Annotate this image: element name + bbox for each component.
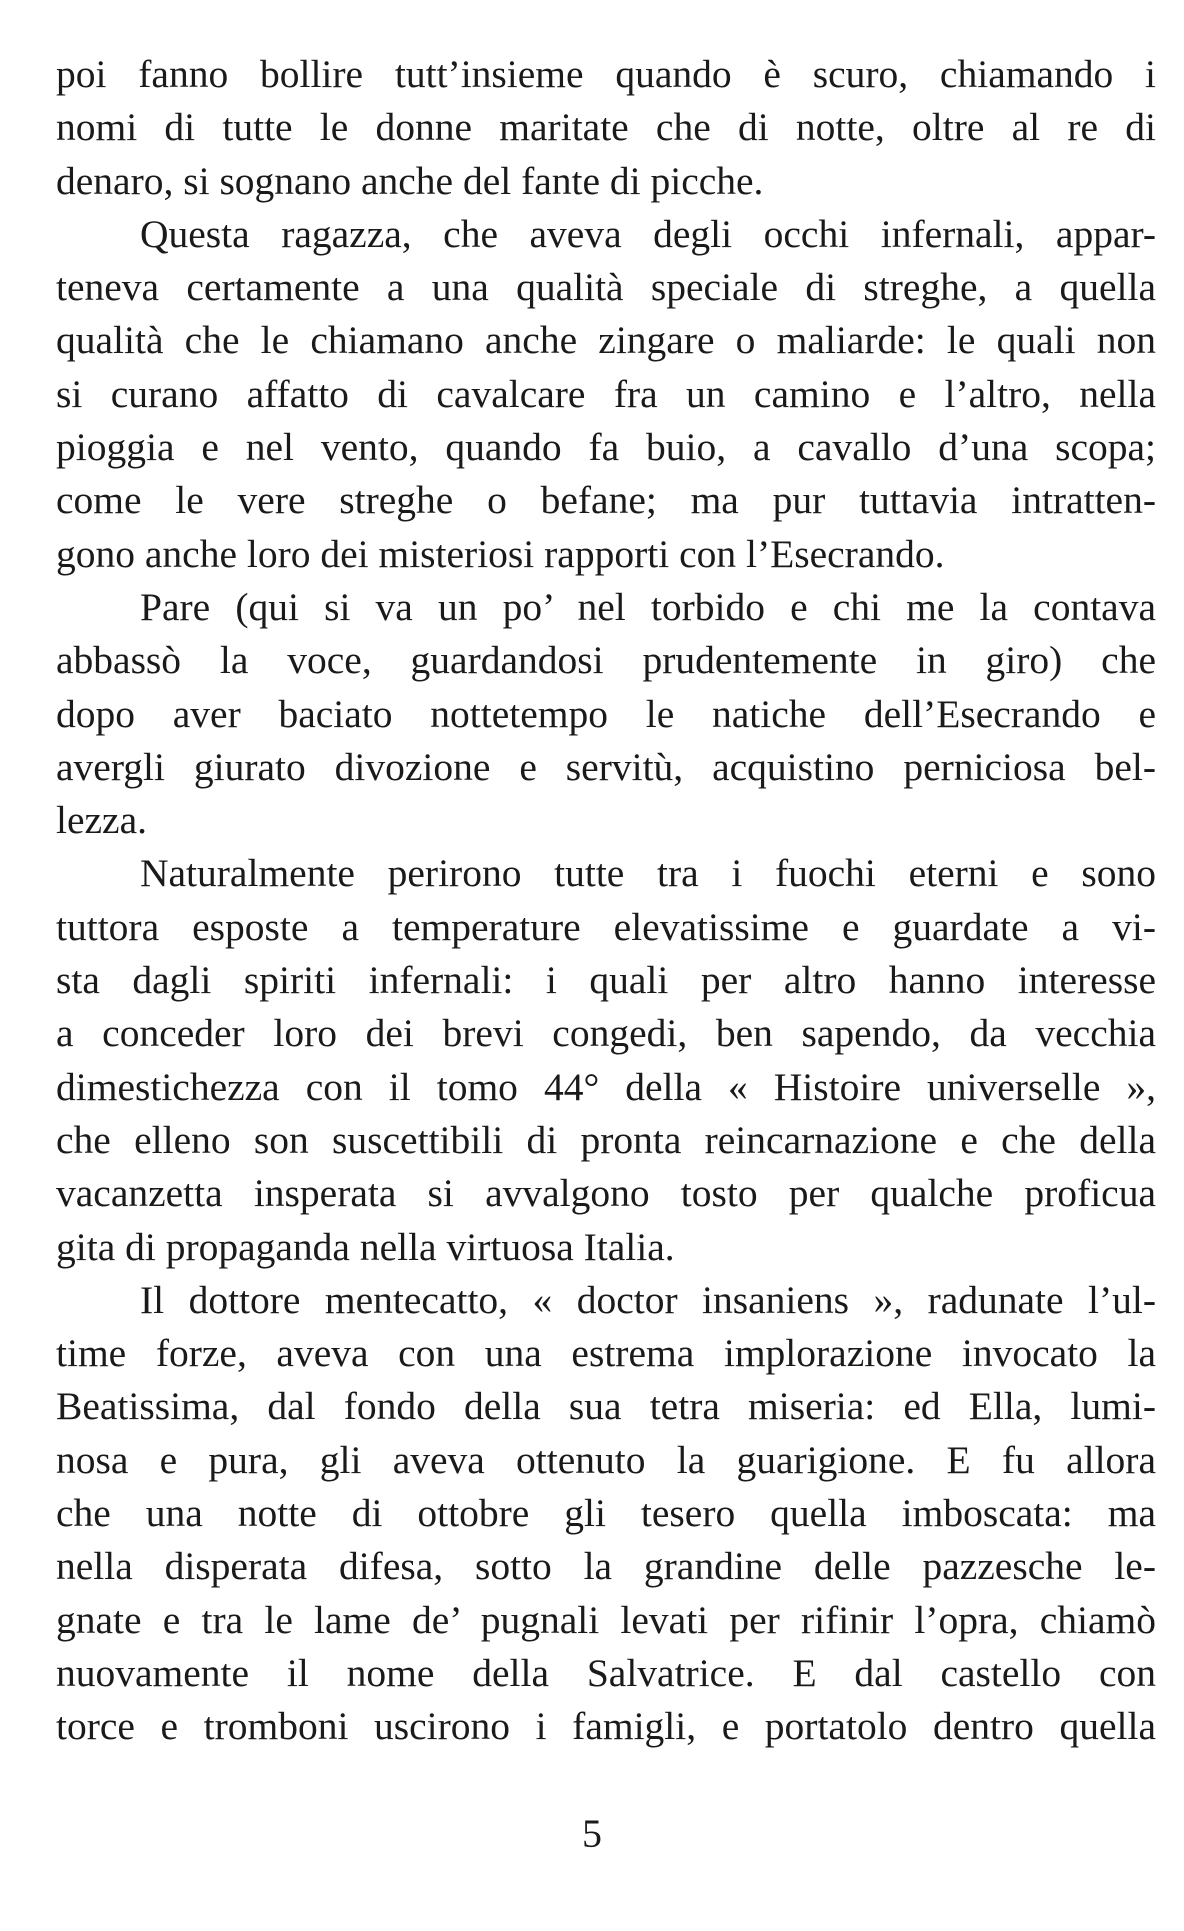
text-line: vacanzetta insperata si avvalgono tosto per qualche proficua xyxy=(56,1171,1156,1216)
text-line: nosa e pura, gli aveva ottenuto la guarigione. E fu allora xyxy=(56,1437,1156,1482)
text-line: che una notte di ottobre gli tesero quella imboscata: ma xyxy=(56,1491,1156,1536)
text-line: dimestichezza con il tomo 44° della « Histoire universelle », xyxy=(56,1064,1156,1109)
text-line: nella disperata difesa, sotto la grandine delle pazzesche le- xyxy=(56,1544,1156,1589)
text-line: qualità che le chiamano anche zingare o maliarde: le quali non xyxy=(56,318,1156,363)
paragraph-4 xyxy=(56,847,1156,1273)
text-line: a conceder loro dei brevi congedi, ben sapendo, da vecchia xyxy=(56,1011,1156,1056)
text-line: Questa ragazza, che aveva degli occhi infernali, appar- xyxy=(140,211,1156,256)
text-line: Il dottore mentecatto, « doctor insaniens », radunate l’ul- xyxy=(140,1277,1156,1322)
text-line: gita di propaganda nella virtuosa Italia. xyxy=(56,1224,675,1269)
text-line: denaro, si sognano anche del fante di picche. xyxy=(56,158,764,203)
text-line: Naturalmente perirono tutte tra i fuochi eterni e sono xyxy=(140,851,1156,896)
paragraph-2 xyxy=(56,208,1156,581)
text-line: sta dagli spiriti infernali: i quali per altro hanno interesse xyxy=(56,958,1156,1003)
text-line: nomi di tutte le donne maritate che di notte, oltre al re di xyxy=(56,105,1156,150)
paragraph-1 xyxy=(56,48,1156,208)
text-line: teneva certamente a una qualità speciale di streghe, a quella xyxy=(56,265,1156,310)
text-line: che elleno son suscettibili di pronta reincarnazione e che della xyxy=(56,1117,1156,1162)
page-number: 5 xyxy=(582,1811,602,1856)
text-line: time forze, aveva con una estrema implorazione invocato la xyxy=(56,1331,1156,1376)
text-line: Beatissima, dal fondo della sua tetra miseria: ed Ella, lumi- xyxy=(56,1384,1156,1429)
text-line: si curano affatto di cavalcare fra un camino e l’altro, nella xyxy=(56,371,1156,416)
text-line: Pare (qui si va un po’ nel torbido e chi me la contava xyxy=(140,584,1156,629)
paragraph-5 xyxy=(56,1274,1156,1754)
text-line: tuttora esposte a temperature elevatissime e guardate a vi- xyxy=(56,904,1156,949)
text-line: poi fanno bollire tutt’insieme quando è scuro, chiamando i xyxy=(56,52,1156,96)
paragraph-3 xyxy=(56,581,1156,847)
text-line: dopo aver baciato nottetempo le natiche dell’Esecrando e xyxy=(56,691,1156,736)
page-body xyxy=(56,48,1156,1754)
text-line: abbassò la voce, guardandosi prudentemente in giro) che xyxy=(56,638,1156,683)
text-line: lezza. xyxy=(56,798,147,843)
text-line: pioggia e nel vento, quando fa buio, a cavallo d’una scopa; xyxy=(56,425,1156,470)
text-line: avergli giurato divozione e servitù, acquistino perniciosa bel- xyxy=(56,744,1156,789)
text-line: gono anche loro dei misteriosi rapporti con l’Esecrando. xyxy=(56,531,945,576)
text-line: gnate e tra le lame de’ pugnali levati per rifinir l’opra, chiamò xyxy=(56,1597,1156,1642)
text-line: come le vere streghe o befane; ma pur tuttavia intratten- xyxy=(56,478,1156,523)
text-line: nuovamente il nome della Salvatrice. E dal castello con xyxy=(56,1650,1156,1695)
text-line: torce e tromboni uscirono i famigli, e portatolo dentro quella xyxy=(56,1704,1156,1749)
